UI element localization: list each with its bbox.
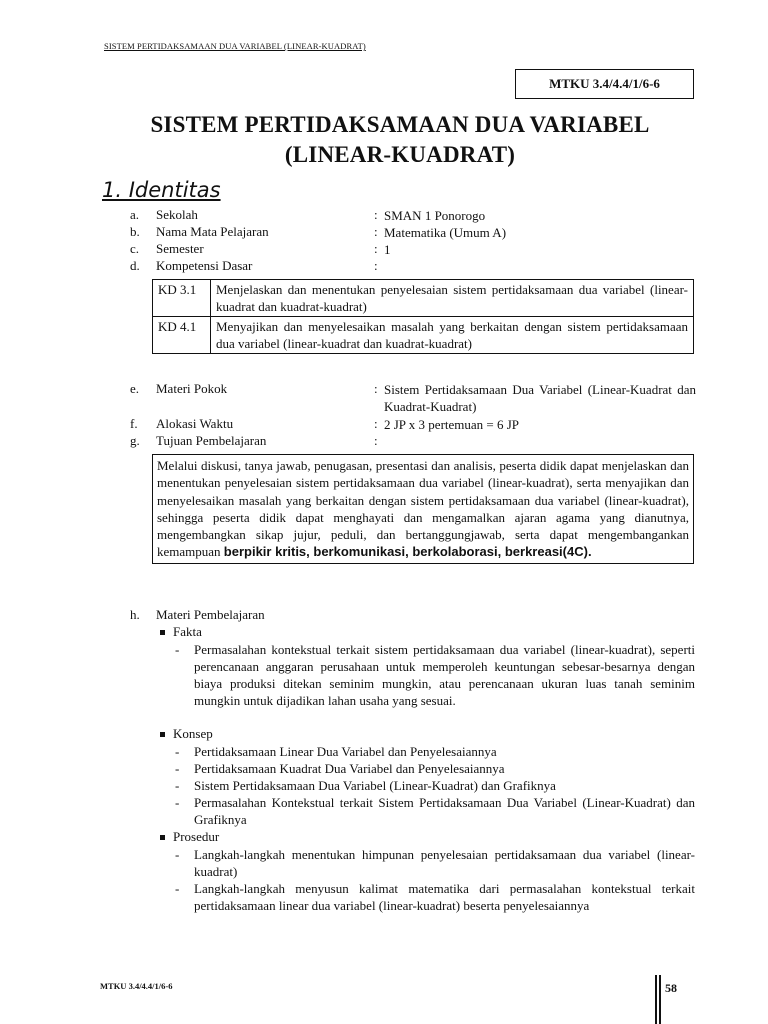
row-letter: b. bbox=[130, 224, 140, 239]
section-heading: 1. Identitas bbox=[102, 178, 221, 202]
row-label: Sekolah bbox=[156, 207, 198, 222]
konsep-bullet bbox=[160, 726, 213, 742]
document-title-line2: (LINEAR-KUADRAT) bbox=[284, 142, 516, 167]
row-label: Alokasi Waktu bbox=[156, 416, 234, 431]
dash-marker: - bbox=[175, 761, 180, 776]
footer-divider bbox=[659, 975, 661, 1024]
row-colon: : bbox=[374, 207, 378, 222]
row-colon: : bbox=[374, 241, 378, 256]
row-value: Sistem Pertidaksamaan Dua Variabel (Linear-Kuadrat dan Kuadrat-Kuadrat) bbox=[384, 382, 696, 414]
list-item bbox=[175, 880, 695, 914]
list-item bbox=[175, 641, 695, 709]
row-letter: a. bbox=[130, 207, 140, 222]
row-colon: : bbox=[374, 224, 378, 239]
bullet-label: Konsep bbox=[173, 726, 213, 741]
row-label: Materi Pokok bbox=[156, 381, 228, 396]
list-item bbox=[175, 846, 695, 880]
learning-goal-box bbox=[152, 454, 694, 564]
footer-module-code: MTKU 3.4/4.4/1/6-6 bbox=[100, 981, 173, 991]
fakta-bullet bbox=[160, 624, 202, 640]
list-item-text: Permasalahan kontekstual terkait sistem pertidaksamaan dua variabel (linear-kuadrat), seperti perencanaan anggaran perusahaan untuk memperoleh keuntungan sebesar-besarnya dengan biaya produksi ditekan seminim mungkin, atau perencanaan ukuran luas tanah seminim mungkin untuk dijadikan lahan usaha yang sesuai. bbox=[194, 642, 695, 708]
row-label: Materi Pembelajaran bbox=[156, 607, 265, 622]
row-colon: : bbox=[374, 433, 378, 448]
row-letter: e. bbox=[130, 381, 140, 396]
row-letter: c. bbox=[130, 241, 140, 256]
page-number: 58 bbox=[665, 981, 677, 995]
list-item-text: Permasalahan Kontekstual terkait Sistem Pertidaksamaan Dua Variabel (Linear-Kuadrat) dan Grafiknya bbox=[194, 795, 695, 827]
square-bullet-icon bbox=[160, 732, 165, 737]
list-item bbox=[175, 777, 695, 794]
list-item-text: Langkah-langkah menentukan himpunan penyelesaian pertidaksamaan dua variabel (linear-kuadrat) bbox=[194, 847, 695, 879]
row-label: Semester bbox=[156, 241, 204, 256]
dash-marker: - bbox=[175, 881, 180, 896]
row-label: Kompetensi Dasar bbox=[156, 258, 253, 273]
identity-row-time bbox=[100, 416, 700, 433]
row-value: SMAN 1 Ponorogo bbox=[384, 208, 486, 223]
running-header: SISTEM PERTIDAKSAMAAN DUA VARIABEL (LINEAR-KUADRAT) bbox=[104, 41, 366, 51]
dash-marker: - bbox=[175, 795, 180, 810]
identity-row-school bbox=[100, 207, 700, 224]
list-item-text: Pertidaksamaan Linear Dua Variabel dan Penyelesaiannya bbox=[194, 744, 497, 759]
goal-bold-text: berpikir kritis, berkomunikasi, berkolaborasi, berkreasi(4C). bbox=[223, 544, 592, 560]
document-title-line1: SISTEM PERTIDAKSAMAAN DUA VARIABEL bbox=[150, 112, 650, 137]
row-label: Nama Mata Pelajaran bbox=[156, 224, 269, 239]
identity-row-competency bbox=[100, 258, 700, 275]
list-item bbox=[175, 794, 695, 828]
kd-text: Menjelaskan dan menentukan penyelesaian sistem pertidaksamaan dua variabel (linear-kuadrat dan kuadrat-kuadrat) bbox=[211, 280, 694, 317]
module-code-box: MTKU 3.4/4.4/1/6-6 bbox=[515, 69, 694, 99]
kd-code: KD 3.1 bbox=[153, 280, 211, 317]
table-row bbox=[153, 317, 694, 354]
dash-marker: - bbox=[175, 642, 180, 657]
row-colon: : bbox=[374, 258, 378, 273]
dash-marker: - bbox=[175, 744, 180, 759]
dash-marker: - bbox=[175, 778, 180, 793]
row-value: 2 JP x 3 pertemuan = 6 JP bbox=[384, 417, 520, 432]
list-item bbox=[175, 743, 695, 760]
row-value: 1 bbox=[384, 242, 391, 257]
identity-row-goal bbox=[100, 433, 700, 450]
identity-row-semester bbox=[100, 241, 700, 258]
list-item-text: Sistem Pertidaksamaan Dua Variabel (Linear-Kuadrat) dan Grafiknya bbox=[194, 778, 556, 793]
bullet-label: Prosedur bbox=[173, 829, 220, 844]
materi-heading bbox=[100, 607, 700, 624]
row-colon: : bbox=[374, 381, 378, 396]
identity-row-topic bbox=[100, 381, 700, 415]
list-item-text: Pertidaksamaan Kuadrat Dua Variabel dan Penyelesaiannya bbox=[194, 761, 505, 776]
row-letter: h. bbox=[130, 607, 140, 622]
row-label: Tujuan Pembelajaran bbox=[156, 433, 267, 448]
footer-divider bbox=[655, 975, 657, 1024]
row-letter: d. bbox=[130, 258, 140, 273]
competency-table bbox=[152, 279, 694, 354]
square-bullet-icon bbox=[160, 835, 165, 840]
dash-marker: - bbox=[175, 847, 180, 862]
prosedur-bullet bbox=[160, 829, 219, 845]
square-bullet-icon bbox=[160, 630, 165, 635]
goal-text: Melalui diskusi, tanya jawab, penugasan, presentasi dan analisis, peserta didik dapat menjelaskan dan menentukan penyelesaian sistem pertidaksamaan dua variabel (linear-kuadrat), serta menyajikan dan menyelesaikan masalah yang berkaitan dengan sistem pertidaksamaan dua variabel (linear-kuadrat), sehingga peserta didik dapat menghayati dan mengamalkan ajaran agama yang dianutnya, mengembangkan sikap jujur, peduli, dan bertanggungjawab, serta dapat mengembangankan kemampuan bbox=[157, 458, 689, 560]
identity-row-subject bbox=[100, 224, 700, 241]
kd-code: KD 4.1 bbox=[153, 317, 211, 354]
row-value: Matematika (Umum A) bbox=[384, 225, 507, 240]
list-item bbox=[175, 760, 695, 777]
bullet-label: Fakta bbox=[173, 624, 202, 639]
list-item-text: Langkah-langkah menyusun kalimat matematika dari permasalahan kontekstual terkait pertidaksamaan linear dua variabel (linear-kuadrat) beserta penyelesaiannya bbox=[194, 881, 695, 913]
table-row bbox=[153, 280, 694, 317]
row-letter: f. bbox=[130, 416, 138, 431]
row-letter: g. bbox=[130, 433, 140, 448]
row-colon: : bbox=[374, 416, 378, 431]
kd-text: Menyajikan dan menyelesaikan masalah yang berkaitan dengan sistem pertidaksamaan dua variabel (linear-kuadrat dan kuadrat-kuadrat) bbox=[211, 317, 694, 354]
